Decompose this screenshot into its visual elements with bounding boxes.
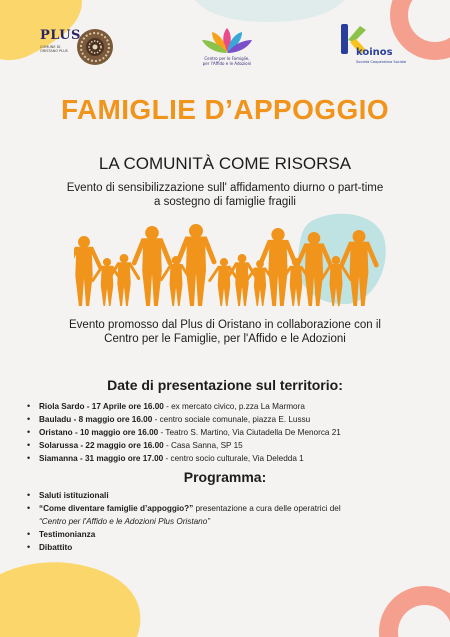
mandala-icon [76, 28, 114, 66]
program-item [25, 528, 341, 541]
date-item-bold: Oristano - 10 maggio ore 16.00 [39, 428, 159, 437]
plus-logo-name: PLUS [40, 28, 81, 43]
program-item [25, 489, 341, 502]
pink-blob-bottom-right [370, 570, 450, 637]
date-item-detail: - ex mercato civico, p.zza La Marmora [163, 402, 305, 411]
date-item-bold: Siamanna - 31 maggio ore 17.00 [39, 454, 164, 463]
page-subtitle: LA COMUNITÀ COME RISORSA [98, 154, 352, 173]
dates-list [25, 400, 341, 465]
date-item-detail: - Teatro S. Martino, Via Ciutadella De Menorca 21 [158, 428, 341, 437]
program-list [25, 489, 341, 554]
person-silhouette [178, 224, 214, 306]
program-item [25, 502, 341, 528]
yellow-blob-bottom-left [0, 560, 150, 637]
program-item-bold: Testimonianza [39, 530, 96, 539]
koinos-subtitle: Società Cooperativa Sociale [356, 60, 407, 64]
date-item [25, 413, 341, 426]
person-silhouette [134, 226, 170, 306]
promo-text: Evento promosso dal Plus di Oristano in collaborazione con il Centro per le Famiglie, per l'Affido e le Adozioni [69, 319, 381, 345]
family-silhouettes-illustration [74, 214, 384, 314]
teal-blob-top [190, 0, 350, 28]
program-item-bold: Dibattito [39, 543, 73, 552]
person-silhouette [227, 254, 256, 306]
plus-logo-subtitle: COMUNE DI ORISTANO PLUS [40, 45, 68, 53]
date-item [25, 439, 341, 452]
program-heading: Programma: [183, 469, 267, 485]
koinos-name: koinos [356, 47, 393, 58]
date-item [25, 400, 341, 413]
date-item-bold: Solarussa - 22 maggio ore 16.00 [39, 441, 164, 450]
date-item [25, 426, 341, 439]
person-silhouette [162, 256, 191, 306]
centro-famiglie-logo [192, 26, 262, 72]
intro-text: Evento di sensibilizzazione sull' affidamento diurno o part-time a sostegno di famiglie fragili [66, 182, 384, 208]
date-item-detail: - centro socio culturale, Via Deledda 1 [163, 454, 304, 463]
page-title: FAMIGLIE D’APPOGGIO [60, 94, 390, 125]
program-item-bold: “Come diventare famiglie d’appoggio?” [39, 504, 194, 513]
date-item-detail: - Casa Sanna, SP 15 [163, 441, 243, 450]
koinos-logo [338, 22, 424, 72]
person-silhouette [322, 256, 351, 306]
program-item-bold: Saluti istituzionali [39, 491, 109, 500]
dates-heading: Date di presentazione sul territorio: [107, 377, 343, 393]
person-silhouette [342, 230, 377, 306]
plus-logo [40, 28, 114, 68]
date-item-bold: Riola Sardo - 17 Aprile ore 16.00 [39, 402, 164, 411]
date-item-detail: - centro sociale comunale, piazza E. Lussu [152, 415, 311, 424]
date-item-bold: Bauladu - 8 maggio ore 16.00 [39, 415, 153, 424]
program-item-detail: presentazione a cura delle operatrici del [193, 504, 341, 513]
program-item-continuation: “Centro per l'Affido e le Adozioni Plus Oristano” [39, 517, 211, 526]
lotus-icon [192, 26, 262, 56]
program-item [25, 541, 341, 554]
person-silhouette [74, 236, 101, 306]
centro-famiglie-caption: Centro per le Famiglie, per l'Affido e le Adozioni [202, 56, 252, 66]
date-item [25, 452, 341, 465]
